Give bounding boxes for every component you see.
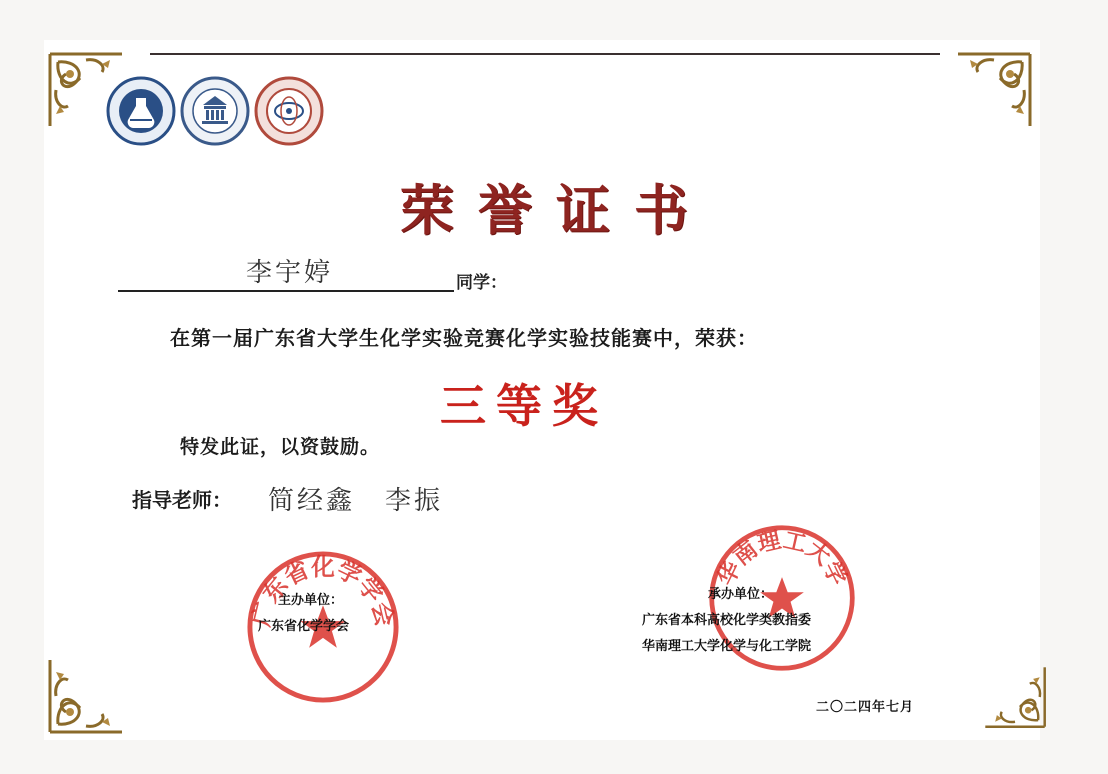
issue-date: 二〇二四年七月: [816, 700, 915, 715]
top-rule: [150, 53, 940, 55]
advisor-name: 简经鑫: [268, 486, 356, 516]
name-underline: [118, 290, 454, 292]
recipient-suffix: 同学：: [456, 273, 507, 293]
corner-ornament-icon: [982, 664, 1048, 730]
advisor-names: [268, 480, 473, 517]
certificate-title: 荣誉证书: [400, 178, 712, 242]
body-text: 在第一届广东省大学生化学实验竞赛化学实验技能赛中，荣获：: [170, 326, 758, 350]
closing-text: 特发此证，以资鼓励。: [180, 436, 381, 458]
award-level: 三等奖: [440, 379, 608, 433]
recipient-name: 李宇婷: [246, 258, 334, 288]
institute-logo-icon: [254, 76, 324, 146]
advisor-label: 指导老师：: [132, 488, 232, 512]
left-seal-text: 广东省化学学会: [246, 553, 400, 630]
corner-ornament-icon: [954, 50, 1034, 130]
organizer-label: 主办单位：: [278, 593, 344, 608]
right-seal-text: 华南理工大学: [712, 527, 852, 590]
university-logo-icon: [180, 76, 250, 146]
host-label: 承办单位：: [708, 587, 774, 602]
host-block: [642, 582, 811, 660]
society-logo-icon: [106, 76, 176, 146]
host-name: 华南理工大学化学与化工学院: [642, 639, 812, 654]
host-name: 广东省本科高校化学类教指委: [642, 613, 812, 628]
organizer-name: 广东省化学学会: [258, 619, 350, 634]
corner-ornament-icon: [46, 656, 126, 736]
logo-row: [106, 76, 324, 146]
advisor-name: 李振: [385, 486, 444, 516]
organizer-block: [258, 588, 349, 640]
